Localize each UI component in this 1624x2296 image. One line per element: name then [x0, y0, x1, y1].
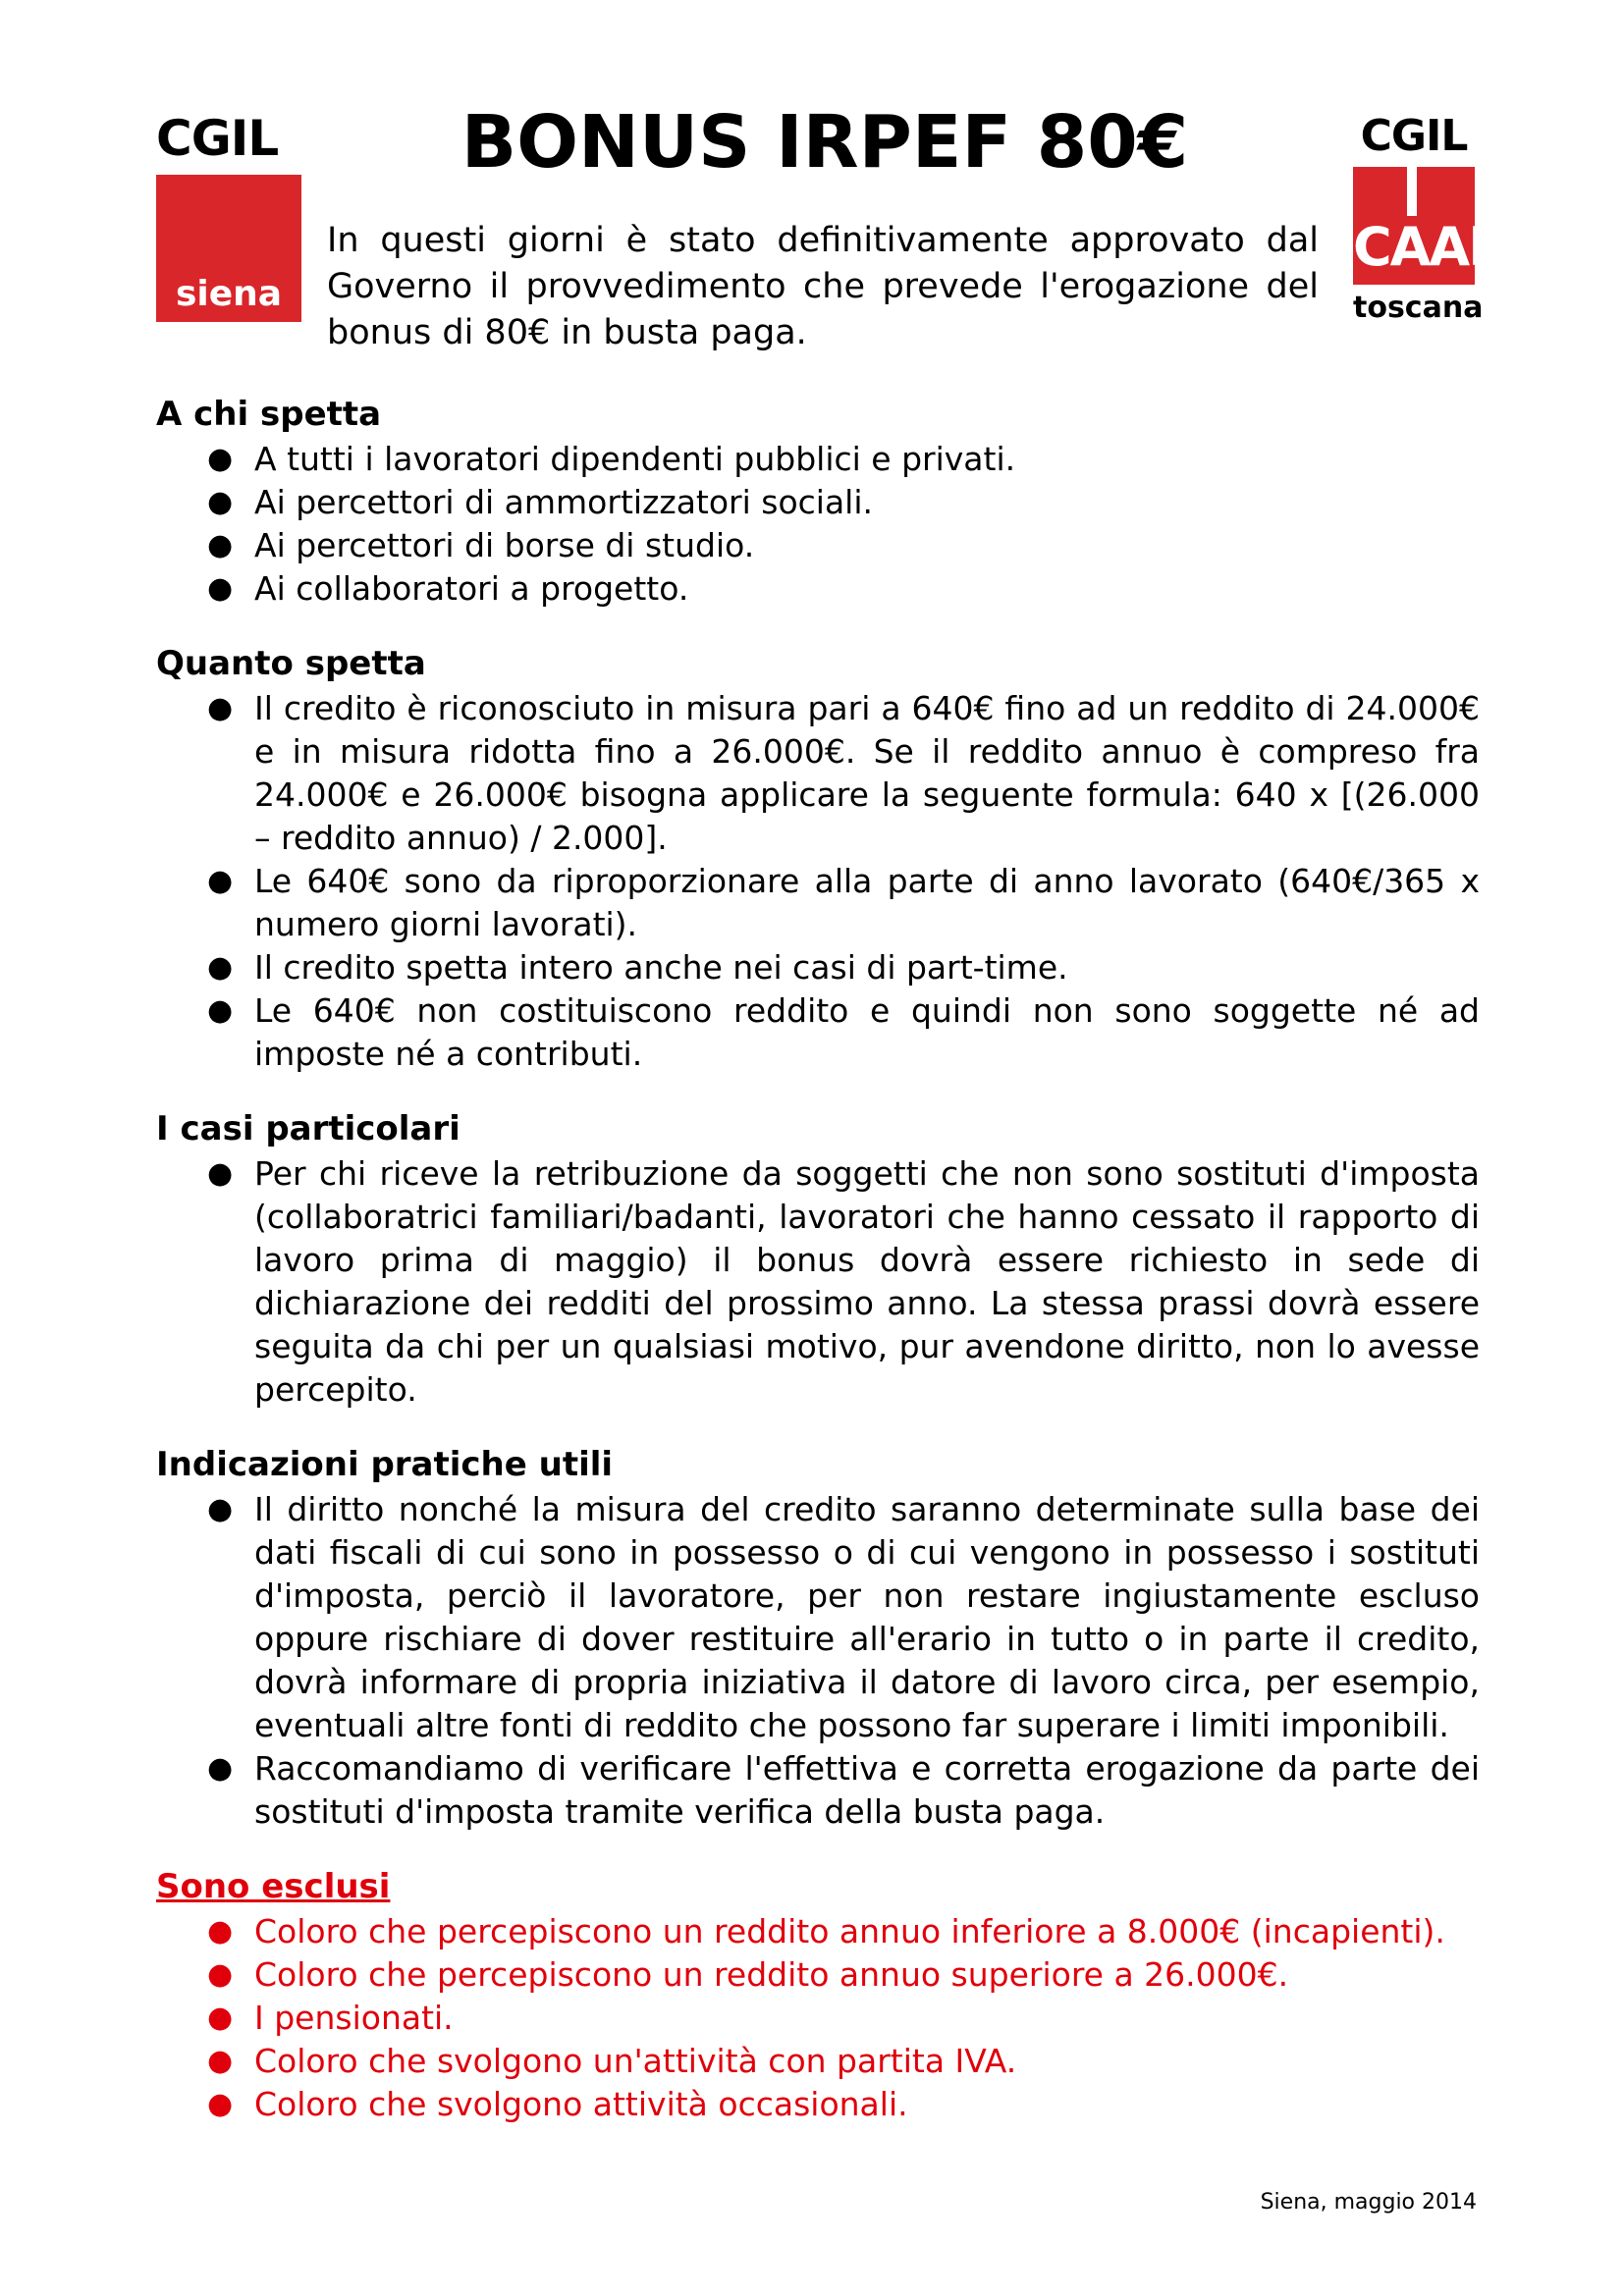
list-item-text: Coloro che percepiscono un reddito annuo inferiore a 8.000€ (incapienti).	[254, 1912, 1445, 1950]
bullet-icon: ●	[207, 993, 234, 1028]
logo-right-brand: CGIL	[1360, 111, 1468, 161]
list-item-text: Il credito è riconosciuto in misura pari a 640€ fino ad un reddito di 24.000€ e in misura ridotta fino a 26.000€. Se il reddito annuo è compreso fra 24.000€ e 26.000€ bisogna applicare la seguente formula: 640 x [(26.000 – reddito annuo) / 2.000].	[254, 689, 1480, 857]
list-item-text: Ai collaboratori a progetto.	[254, 569, 689, 608]
list-item	[156, 2083, 1480, 2126]
footer-date: Siena, maggio 2014	[1260, 2190, 1477, 2215]
list-item	[156, 438, 1480, 481]
list-item-text: Coloro che svolgono attività occasionali.	[254, 2085, 908, 2123]
list-item-text: Coloro che svolgono un'attività con partita IVA.	[254, 2042, 1017, 2080]
list-item-text: Coloro che percepiscono un reddito annuo superiore a 26.000€.	[254, 1955, 1289, 1994]
bullet-icon: ●	[207, 1751, 234, 1786]
list-item	[156, 1997, 1480, 2040]
list-item-text: Il diritto nonché la misura del credito saranno determinate sulla base dei dati fiscali di cui sono in possesso o di cui vengono in possesso i sostituti d'imposta, perciò il lavoratore, per non restare ingiustamente escluso oppure rischiare di dover restituire all'erario in tutto o in parte il credito, dovrà informare di propria iniziativa il datore di lavoro circa, per esempio, eventuali altre fonti di reddito che possono far superare i limiti imponibili.	[254, 1490, 1480, 1744]
list-item-text: Ai percettori di ammortizzatori sociali.	[254, 483, 874, 521]
bullet-list	[156, 687, 1480, 1076]
list-item	[156, 989, 1480, 1076]
section-a-chi-spetta	[156, 393, 1480, 611]
list-item	[156, 1910, 1480, 1953]
bullet-icon: ●	[207, 2087, 234, 2121]
list-item	[156, 1152, 1480, 1412]
intro-paragraph: In questi giorni è stato definitivamente approvato dal Governo il provvedimento che prevede l'erogazione del bonus di 80€ in busta paga.	[327, 221, 1319, 352]
list-item	[156, 1953, 1480, 1997]
section-heading: A chi spetta	[156, 395, 382, 434]
bullet-icon: ●	[207, 442, 234, 476]
logo-left-brand: CGIL	[156, 110, 279, 167]
logo-right-bar	[1407, 167, 1417, 216]
logo-right-sub: toscana	[1353, 291, 1484, 325]
bullet-icon: ●	[207, 485, 234, 519]
list-item-text: Il credito spetta intero anche nei casi di part-time.	[254, 948, 1068, 987]
list-item	[156, 481, 1480, 524]
page-title: BONUS IRPEF 80€	[460, 100, 1189, 185]
logo-right-red-block	[1353, 167, 1503, 285]
logo-left-red-block	[156, 175, 301, 322]
list-item	[156, 860, 1480, 946]
list-item-text: Per chi riceve la retribuzione da soggetti che non sono sostituti d'imposta (collaboratrici familiari/badanti, lavoratori che hanno cessato il rapporto di lavoro prima di maggio) il bonus dovrà essere richiesto in sede di dichiarazione dei redditi del prossimo anno. La stessa prassi dovrà essere seguita da chi per un qualsiasi motivo, pur avendone diritto, non lo avesse percepito.	[254, 1154, 1480, 1409]
logo-left-sub: siena	[175, 274, 283, 314]
bullet-icon: ●	[207, 1914, 234, 1949]
list-item-text: Raccomandiamo di verificare l'effettiva e corretta erogazione da parte dei sostituti d'imposta tramite verifica della busta paga.	[254, 1749, 1480, 1831]
bullet-list	[156, 1488, 1480, 1834]
list-item	[156, 1488, 1480, 1747]
bullet-icon: ●	[207, 864, 234, 898]
section-quanto-spetta	[156, 642, 1480, 1076]
bullet-icon: ●	[207, 2001, 234, 2035]
section-casi-particolari	[156, 1107, 1480, 1412]
cgil-siena-logo	[156, 110, 301, 322]
logo-right-caaf: CAAF	[1353, 216, 1503, 278]
document-body	[156, 393, 1480, 2158]
bullet-list	[156, 1152, 1480, 1412]
bullet-icon: ●	[207, 2044, 234, 2078]
list-item-text: A tutti i lavoratori dipendenti pubblici e privati.	[254, 440, 1016, 478]
list-item-text: Ai percettori di borse di studio.	[254, 526, 755, 564]
list-item	[156, 567, 1480, 611]
bullet-list	[156, 438, 1480, 611]
section-sono-esclusi	[156, 1865, 1480, 2126]
section-heading: I casi particolari	[156, 1109, 460, 1148]
bullet-icon: ●	[207, 1156, 234, 1191]
section-indicazioni-pratiche	[156, 1443, 1480, 1834]
list-item-text: Le 640€ non costituiscono reddito e quindi non sono soggette né ad imposte né a contributi.	[254, 991, 1480, 1073]
list-item	[156, 946, 1480, 989]
bullet-list	[156, 1910, 1480, 2126]
list-item	[156, 524, 1480, 567]
bullet-icon: ●	[207, 1492, 234, 1526]
bullet-icon: ●	[207, 1957, 234, 1992]
list-item	[156, 2040, 1480, 2083]
list-item-text: I pensionati.	[254, 1999, 454, 2037]
list-item-text: Le 640€ sono da riproporzionare alla parte di anno lavorato (640€/365 x numero giorni lavorati).	[254, 862, 1480, 943]
bullet-icon: ●	[207, 571, 234, 606]
section-heading: Sono esclusi	[156, 1867, 391, 1906]
cgil-caaf-toscana-logo	[1353, 111, 1503, 328]
bullet-icon: ●	[207, 950, 234, 985]
list-item	[156, 1747, 1480, 1834]
bullet-icon: ●	[207, 528, 234, 562]
list-item	[156, 687, 1480, 860]
bullet-icon: ●	[207, 691, 234, 725]
section-heading: Indicazioni pratiche utili	[156, 1445, 614, 1484]
section-heading: Quanto spetta	[156, 644, 426, 683]
